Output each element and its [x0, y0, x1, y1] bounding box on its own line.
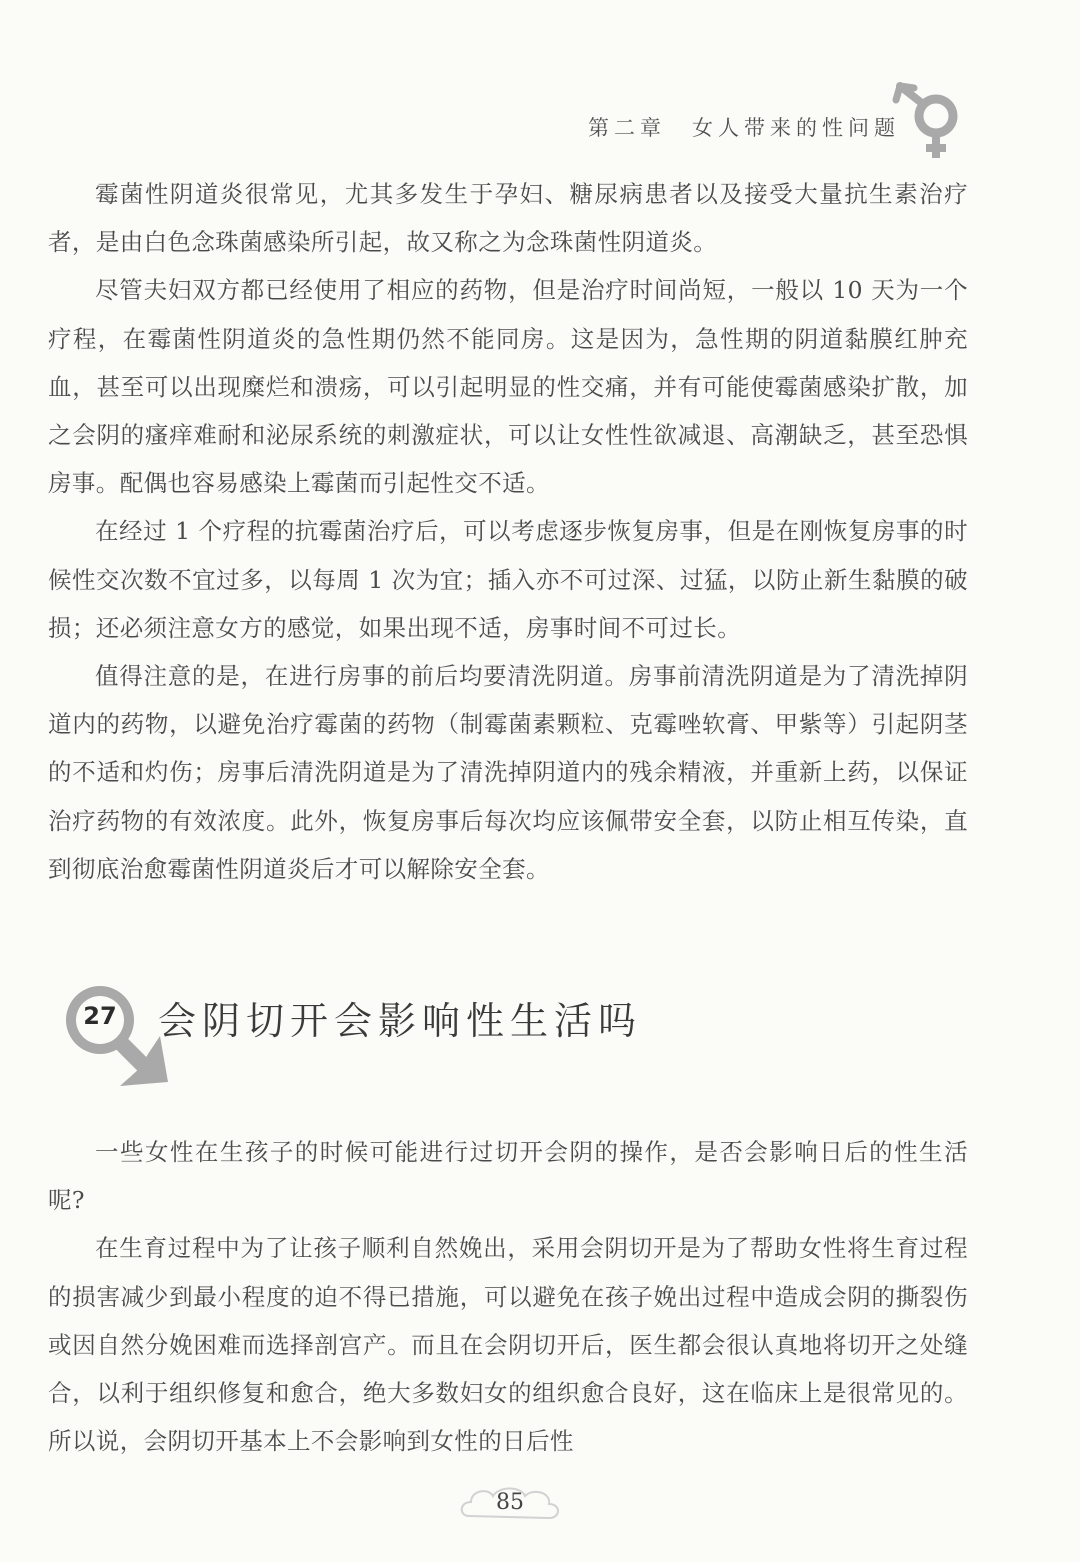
- chapter-label: 第二章: [588, 116, 666, 140]
- paragraph: 值得注意的是，在进行房事的前后均要清洗阴道。房事前清洗阴道是为了清洗掉阴道内的药物，以避免治疗霉菌的药物（制霉菌素颗粒、克霉唑软膏、甲紫等）引起阴茎的不适和灼伤；房事后清洗阴道是为了清洗掉阴道内的残余精液，并重新上药，以保证治疗药物的有效浓度。此外，恢复房事后每次均应该佩带安全套，以防止相互传染，直到彻底治愈霉菌性阴道炎后才可以解除安全套。: [48, 662, 968, 883]
- paragraph: 一些女性在生孩子的时候可能进行过切开会阴的操作，是否会影响日后的性生活呢?: [48, 1138, 968, 1215]
- paragraph: 尽管夫妇双方都已经使用了相应的药物，但是治疗时间尚短，一般以 10 天为一个疗程，在霉菌性阴道炎的急性期仍然不能同房。这是因为，急性期的阴道黏膜红肿充血，甚至可以出现糜烂和溃疡，可以引起明显的性交痛，并有可能使霉菌感染扩散，加之会阴的瘙痒难耐和泌尿系统的刺激症状，可以让女性性欲减退、高潮缺乏，甚至恐惧房事。配偶也容易感染上霉菌而引起性交不适。: [48, 276, 968, 498]
- paragraph: 在生育过程中为了让孩子顺利自然娩出，采用会阴切开是为了帮助女性将生育过程的损害减少到最小程度的迫不得已措施，可以避免在孩子娩出过程中造成会阴的撕裂伤或因自然分娩困难而选择剖宫产。而且在会阴切开后，医生都会很认真地将切开之处缝合，以利于组织修复和愈合，绝大多数妇女的组织愈合良好，这在临床上是很常见的。所以说，会阴切开基本上不会影响到女性的日后性: [48, 1234, 968, 1456]
- section-heading: [44, 978, 744, 1098]
- page-number-badge: [455, 1482, 565, 1526]
- chapter-title: 女人带来的性问题: [692, 116, 900, 140]
- section-title: 会阴切开会影响性生活吗: [158, 999, 643, 1043]
- section-number: 27: [83, 1002, 117, 1030]
- page-number: 85: [496, 1490, 524, 1515]
- paragraph: 霉菌性阴道炎很常见，尤其多发生于孕妇、糖尿病患者以及接受大量抗生素治疗者，是由白色念珠菌感染所引起，故又称之为念珠菌性阴道炎。: [48, 180, 968, 257]
- gender-symbol-icon: [890, 82, 980, 162]
- paragraph: 在经过 1 个疗程的抗霉菌治疗后，可以考虑逐步恢复房事，但是在刚恢复房事的时候性交次数不宜过多，以每周 1 次为宜；插入亦不可过深、过猛，以防止新生黏膜的破损；还必须注意女方的感觉，如果出现不适，房事时间不可过长。: [48, 517, 968, 642]
- running-header: [588, 112, 900, 142]
- body-text-bottom: [48, 1128, 968, 1465]
- body-text-top: [48, 170, 968, 893]
